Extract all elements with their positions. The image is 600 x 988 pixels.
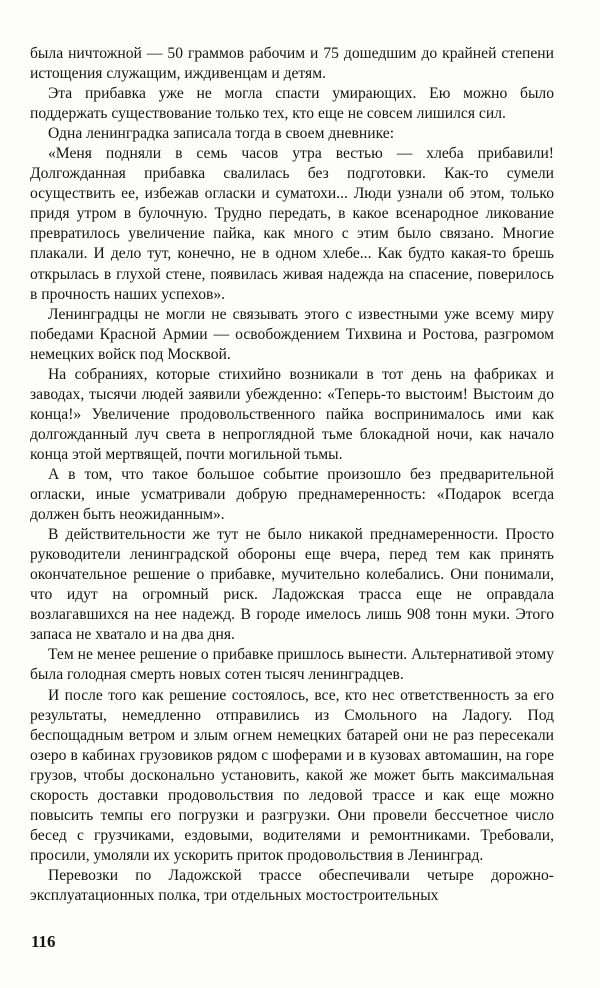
- paragraph-9: Тем не менее решение о прибавке пришлось вынести. Альтернативой этому была голодная смерть новых сотен тысяч ленинградцев.: [30, 646, 554, 684]
- paragraph-3: Одна ленинградка записала тогда в своем дневнике:: [48, 125, 395, 143]
- paragraph-6: На собраниях, которые стихийно возникали в тот день на фабриках и заводах, тысячи людей заявили убежденно: «Теперь-то выстоим! Выстоим до конца!» Увеличение продовольственного пайка воспринималось ими как долгожданный луч света в непроглядной тьме блокадной ночи, как начало конца этой мертвящей, почти могильной тьмы.: [30, 365, 554, 463]
- paragraph-5: Ленинградцы не могли не связывать этого с известными уже всему миру победами Красной Армии — освобождением Тихвина и Ростова, разгромом немецких войск под Москвой.: [30, 305, 554, 363]
- paragraph-10: И после того как решение состоялось, все, кто нес ответственность за его результаты, немедленно отправились из Смольного на Ладогу. Под беспощадным ветром и злым огнем немецких батарей они не раз пересекали озеро в кабинах грузовиков рядом с шоферами и в кузовах автомашин, на горе грузов, чтобы досконально установить, какой же может быть максимальная скорость доставки продовольствия по ледовой трассе и как еще можно повысить темпы его погрузки и разгрузки. Они провели бессчетное число бесед с грузчиками, ездовыми, водителями и ремонтниками. Требовали, просили, умоляли их ускорить приток продовольствия в Ленинград.: [30, 686, 554, 864]
- paragraph-8: В действительности же тут не было никакой преднамеренности. Просто руководители ленинградской обороны еще вчера, перед тем как принять окончательное решение о прибавке, мучительно колебались. Они понимали, что идут на огромный риск. Ладожская трасса еще не оправдала возлагавшихся на нее надежд. В городе имелось лишь 908 тонн муки. Этого запаса не хватало и на два дня.: [30, 526, 554, 644]
- paragraph-7: А в том, что такое большое событие произошло без предварительной огласки, иные усматривали добрую преднамеренность: «Подарок всегда должен быть неожиданным».: [30, 465, 554, 524]
- body-text: [30, 44, 554, 906]
- paragraph-2: Эта прибавка уже не могла спасти умирающих. Ею можно было поддержать существование только тех, кто еще не совсем лишился сил.: [30, 85, 554, 123]
- paragraph-1: была ничтожной — 50 граммов рабочим и 75 дошедшим до крайней степени истощения служащим, иждивенцам и детям.: [30, 45, 554, 83]
- paragraph-11: Перевозки по Ладожской трассе обеспечивали четыре дорожно-эксплуатационных полка, три отдельных мостостроительных: [30, 866, 554, 904]
- paragraph-4-diary-quote: «Меня подняли в семь часов утра вестью — хлеба прибавили! Долгожданная прибавка свалилась без подготовки. Как-то сумели осуществить ее, избежав огласки и суматохи... Люди узнали об этом, только придя утром в булочную. Трудно передать, в какое всенародное ликование превратилось увеличение пайка, как много с этим было связано. Многие плакали. И дело тут, конечно, не в одном хлебе... Как будто какая-то брешь открылась в глухой стене, появилась живая надежда на спасение, поверилось в прочность наших успехов».: [30, 145, 554, 303]
- page-number: 116: [31, 932, 56, 951]
